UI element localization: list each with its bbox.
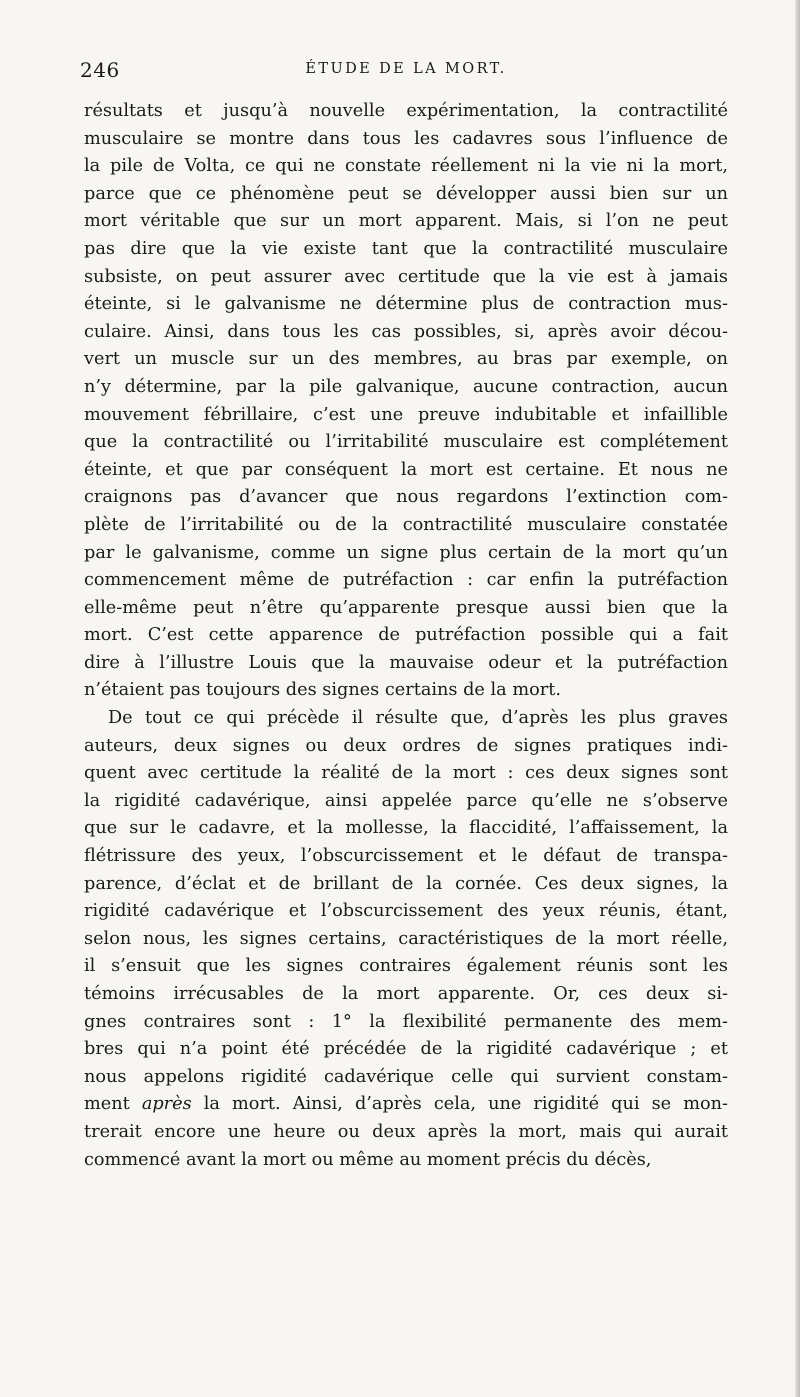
text-line: selon nous, les signes certains, caractéristiques de la mort réelle, [84, 928, 728, 949]
text-line: bres qui n’a point été précédée de la rigidité cadavérique ; et [84, 1039, 728, 1060]
line-text-after: la mort. Ainsi, d’après cela, une rigidité qui se mon- [191, 1094, 728, 1115]
italic-word: après [141, 1094, 192, 1115]
text-line: subsiste, on peut assurer avec certitude que la vie est à jamais [84, 266, 728, 287]
text-line: trerait encore une heure ou deux après la mort, mais qui aurait [84, 1121, 728, 1142]
text-line: éteinte, si le galvanisme ne détermine plus de contraction mus- [84, 294, 728, 315]
text-line: il s’ensuit que les signes contraires également réunis sont les [84, 956, 728, 977]
text-line: rigidité cadavérique et l’obscurcissement des yeux réunis, étant, [84, 901, 728, 922]
text-line: mort véritable que sur un mort apparent. Mais, si l’on ne peut [84, 211, 728, 232]
text-line: craignons pas d’avancer que nous regardons l’extinction com- [84, 487, 728, 508]
text-line: n’étaient pas toujours des signes certains de la mort. [84, 680, 561, 701]
text-line: parence, d’éclat et de brillant de la cornée. Ces deux signes, la [84, 873, 728, 894]
text-line: culaire. Ainsi, dans tous les cas possibles, si, après avoir décou- [84, 321, 728, 342]
paragraph-2 [84, 705, 728, 1174]
text-line: vert un muscle sur un des membres, au bras par exemple, on [84, 349, 728, 370]
text-line-with-italic [84, 1091, 728, 1119]
text-line: éteinte, et que par conséquent la mort est certaine. Et nous ne [84, 459, 728, 480]
text-line: commencé avant la mort ou même au moment précis du décès, [84, 1149, 652, 1170]
text-line: témoins irrécusables de la mort apparente. Or, ces deux si- [84, 984, 728, 1004]
text-line: auteurs, deux signes ou deux ordres de signes pratiques indi- [84, 735, 728, 756]
text-line: que sur le cadavre, et la mollesse, la flaccidité, l’affaissement, la [84, 818, 728, 839]
text-line: elle-même peut n’être qu’apparente presque aussi bien que la [84, 597, 728, 618]
text-line: mouvement fébrillaire, c’est une preuve indubitable et infaillible [84, 404, 728, 425]
text-line: quent avec certitude la réalité de la mort : ces deux signes sont [84, 763, 728, 784]
text-line: la pile de Volta, ce qui ne constate réellement ni la vie ni la mort, [84, 156, 728, 177]
text-line: plète de l’irritabilité ou de la contractilité musculaire constatée [84, 514, 728, 535]
text-line: dire à l’illustre Louis que la mauvaise odeur et la putréfaction [84, 652, 728, 673]
running-header [80, 58, 728, 84]
text-line: commencement même de putréfaction : car enfin la putréfaction [84, 570, 728, 591]
text-line: gnes contraires sont : 1° la flexibilité permanente des mem- [84, 1011, 728, 1032]
text-line: De tout ce qui précède il résulte que, d’après les plus graves [108, 708, 728, 729]
page-edge [795, 0, 800, 1397]
text-line: flétrissure des yeux, l’obscurcissement et le défaut de transpa- [84, 846, 728, 867]
running-title: ÉTUDE DE LA MORT. [305, 61, 507, 77]
paragraph-1 [84, 98, 728, 705]
text-line: pas dire que la vie existe tant que la contractilité musculaire [84, 238, 728, 259]
text-line: nous appelons rigidité cadavérique celle qui survient constam- [84, 1066, 728, 1087]
text-line: la rigidité cadavérique, ainsi appelée parce qu’elle ne s’observe [84, 790, 728, 811]
page-number: 246 [80, 58, 120, 82]
text-line: parce que ce phénomène peut se développer aussi bien sur un [84, 183, 728, 204]
line-text-before: ment [84, 1094, 142, 1115]
book-page [80, 58, 728, 1174]
text-line: n’y détermine, par la pile galvanique, aucune contraction, aucun [84, 376, 728, 397]
text-line: musculaire se montre dans tous les cadavres sous l’influence de [84, 128, 728, 149]
text-line: résultats et jusqu’à nouvelle expérimentation, la contractilité [84, 101, 728, 121]
text-line: mort. C’est cette apparence de putréfaction possible qui a fait [84, 625, 728, 646]
text-line: que la contractilité ou l’irritabilité musculaire est complétement [84, 432, 728, 453]
text-line: par le galvanisme, comme un signe plus certain de la mort qu’un [84, 542, 728, 563]
